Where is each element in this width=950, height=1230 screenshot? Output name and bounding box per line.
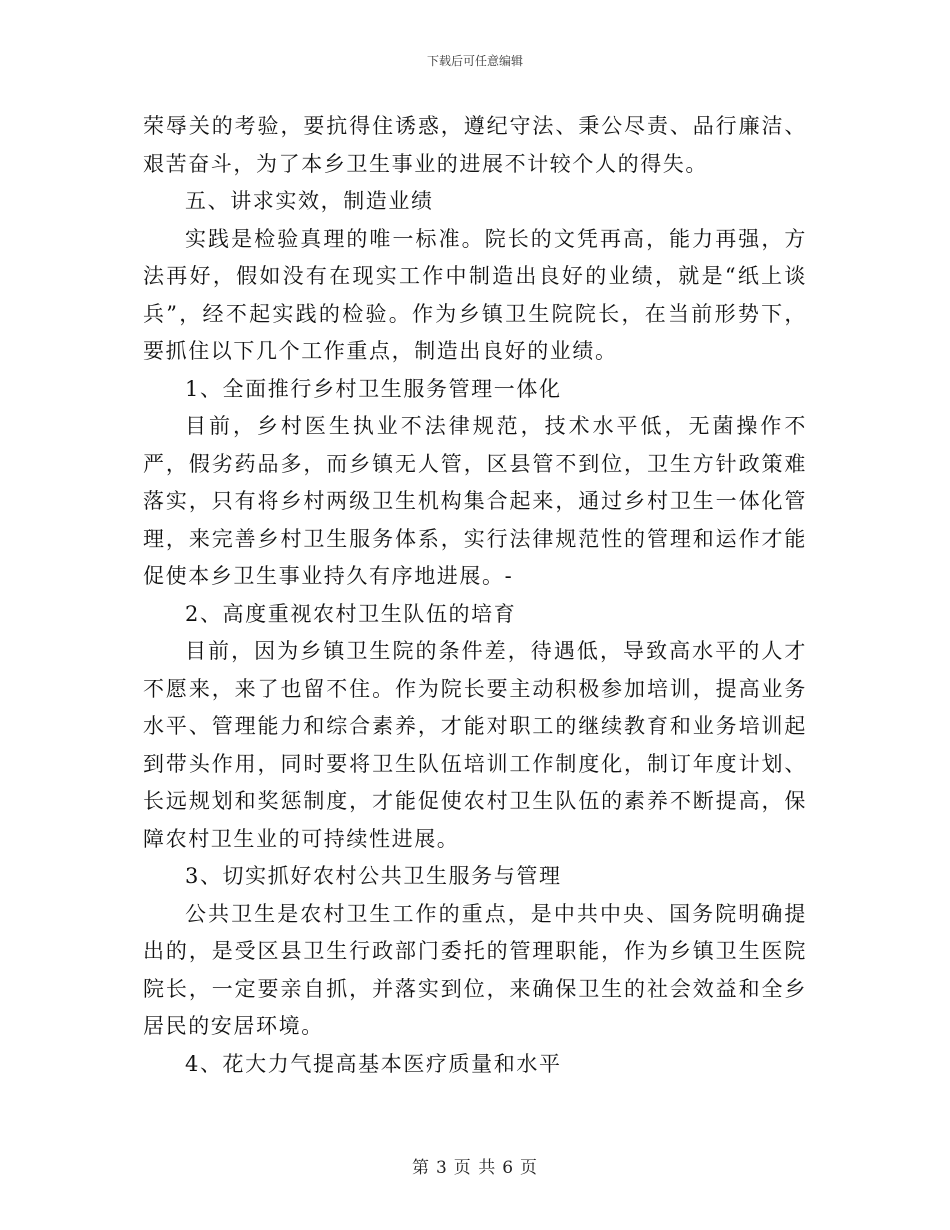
- section-heading-5: 五、讲求实效，制造业绩: [185, 189, 434, 213]
- page-number-footer: [0, 1153, 950, 1178]
- paragraph-public-health: 公共卫生是农村卫生工作的重点，是中共中央、国务院明确提出的，是受区县卫生行政部门委托的管理职能，作为乡镇卫生医院院长，一定要亲自抓，并落实到位，来确保卫生的社会效益和全乡居民的安居环境。: [143, 901, 807, 1038]
- footer-current-page: 3: [435, 1158, 448, 1178]
- subheading-4: 4、花大力气提高基本医疗质量和水平: [185, 1051, 562, 1076]
- subheading-1: 1、全面推行乡村卫生服务管理一体化: [185, 376, 562, 401]
- page-header-note: 下载后可任意编辑: [426, 54, 523, 68]
- paragraph-practice: 实践是检验真理的唯一标准。院长的文凭再高，能力再强，方法再好，假如没有在现实工作中制造出良好的业绩，就是“纸上谈兵”，经不起实践的检验。作为乡镇卫生院院长，在当前形势下，要抓住以下几个工作重点，制造出良好的业绩。: [143, 226, 807, 363]
- subheading-2: 2、高度重视农村卫生队伍的培育: [185, 601, 517, 626]
- footer-suffix: 页: [520, 1158, 539, 1178]
- paragraph-integration: 目前，乡村医生执业不法律规范，技术水平低，无菌操作不严，假劣药品多，而乡镇无人管，区县管不到位，卫生方针政策难落实，只有将乡村两级卫生机构集合起来，通过乡村卫生一体化管理，来完善乡村卫生服务体系，实行法律规范性的管理和运作才能促使本乡卫生事业持久有序地进展。-: [143, 414, 807, 588]
- footer-prefix: 第: [411, 1158, 430, 1178]
- footer-total-pages: 6: [502, 1158, 515, 1178]
- footer-middle: 页 共: [453, 1158, 497, 1178]
- subheading-3: 3、切实抓好农村公共卫生服务与管理: [185, 864, 562, 888]
- document-body: [143, 108, 807, 1083]
- paragraph-continued: 荣辱关的考验，要抗得住诱惑，遵纪守法、秉公尽责、品行廉洁、艰苦奋斗，为了本乡卫生事业的进展不计较个人的得失。: [143, 114, 807, 176]
- paragraph-training: 目前，因为乡镇卫生院的条件差，待遇低，导致高水平的人才不愿来，来了也留不住。作为院长要主动积极参加培训，提高业务水平、管理能力和综合素养，才能对职工的继续教育和业务培训起到带头作用，同时要将卫生队伍培训工作制度化，制订年度计划、长远规划和奖惩制度，才能促使农村卫生队伍的素养不断提高，保障农村卫生业的可持续性进展。: [143, 639, 807, 851]
